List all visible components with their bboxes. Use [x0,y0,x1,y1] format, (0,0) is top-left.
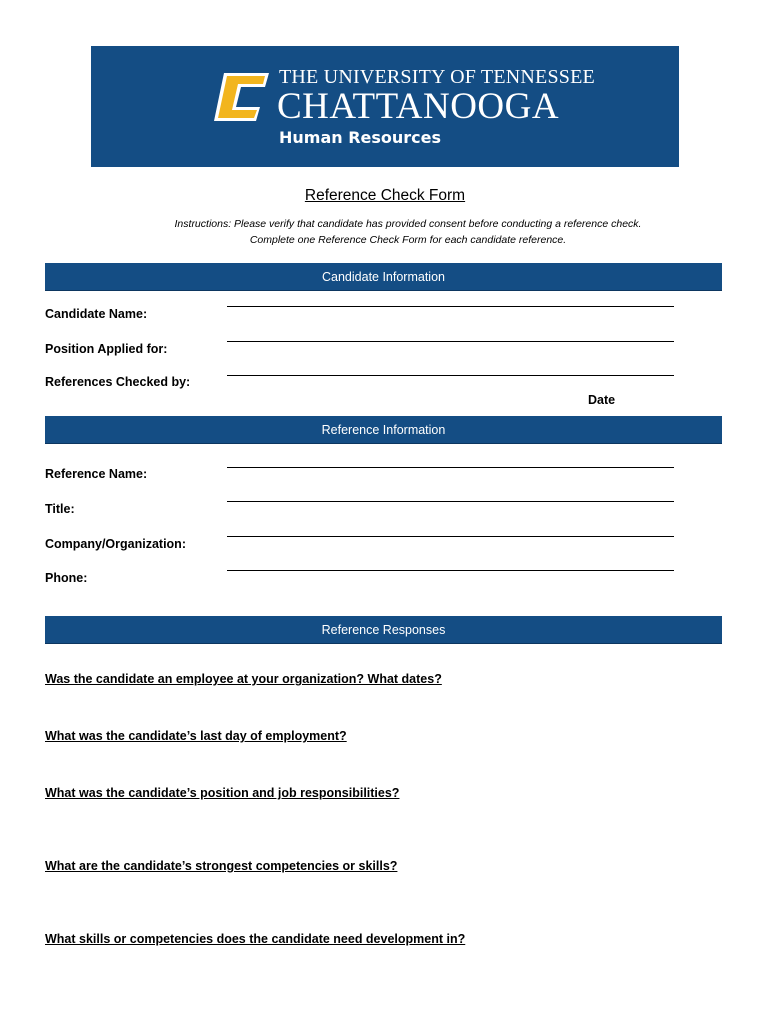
reference-info-heading: Reference Information [45,416,722,444]
university-name-line2: CHATTANOOGA [277,86,560,127]
phone-label: Phone: [45,571,88,585]
title-label: Title: [45,502,75,516]
university-name-line1: THE UNIVERSITY OF TENNESSEE [279,66,595,88]
candidate-name-label: Candidate Name: [45,307,148,321]
question-strongest-competencies: What are the candidate’s strongest competencies or skills? [45,859,398,873]
company-label: Company/Organization: [45,537,186,551]
instructions-line1: Instructions: Please verify that candidate has provided consent before conducting a reference check. [174,218,642,230]
references-checked-by-field[interactable] [227,375,674,376]
question-last-day: What was the candidate’s last day of employment? [45,729,347,743]
references-checked-by-label: References Checked by: [45,375,191,389]
department-name: Human Resources [279,128,442,147]
candidate-info-heading: Candidate Information [45,263,722,291]
position-applied-label: Position Applied for: [45,342,168,356]
title-field[interactable] [227,501,674,502]
question-employment-dates: Was the candidate an employee at your organization? What dates? [45,672,442,686]
position-applied-field[interactable] [227,341,674,342]
question-development-needs: What skills or competencies does the candidate need development in? [45,932,466,946]
instructions-line2: Complete one Reference Check Form for each candidate reference. [249,234,567,246]
reference-name-field[interactable] [227,467,674,468]
question-position-responsibilities: What was the candidate’s position and job responsibilities? [45,786,400,800]
form-title: Reference Check Form [304,187,466,204]
reference-responses-heading: Reference Responses [45,616,722,644]
candidate-name-field[interactable] [227,306,674,307]
reference-name-label: Reference Name: [45,467,148,481]
phone-field[interactable] [227,570,674,571]
date-label: Date [588,393,616,407]
header-banner [91,46,679,167]
utc-c-logo-icon [214,71,270,123]
company-field[interactable] [227,536,674,537]
